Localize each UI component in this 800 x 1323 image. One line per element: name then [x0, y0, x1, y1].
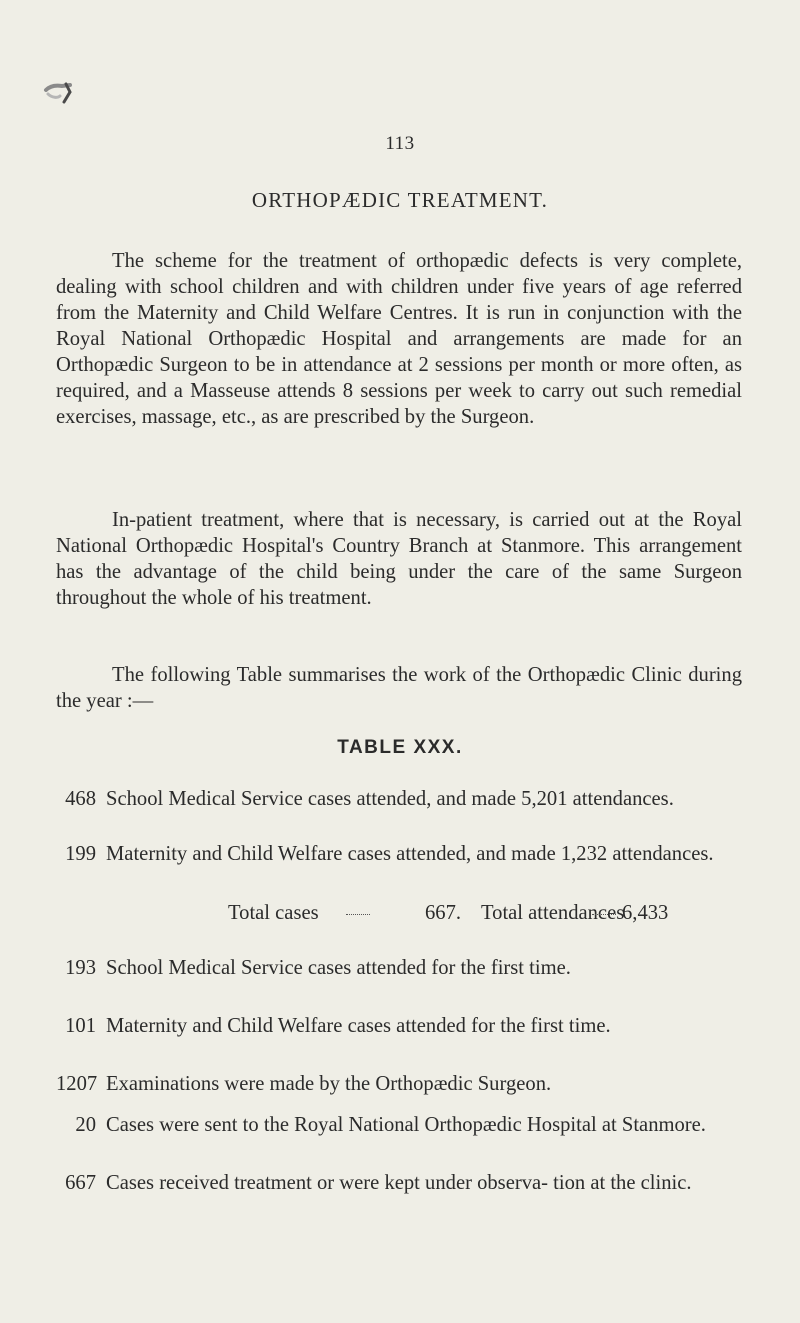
- entry-number: 20: [75, 1114, 96, 1136]
- entry-text: Cases received treatment or were kept under observa- tion at the clinic.: [106, 1172, 692, 1194]
- paragraph-table-intro: The following Table summarises the work of the Orthopædic Clinic during the year :—: [56, 664, 742, 712]
- entry-text: Cases were sent to the Royal National Orthopædic Hospital at Stanmore.: [106, 1114, 706, 1136]
- dot-leader: [346, 914, 370, 915]
- total-attendances-label: Total attendances: [481, 902, 625, 924]
- entry-number: 199: [65, 843, 96, 865]
- page-number: 113: [385, 133, 415, 154]
- entry-number: 193: [65, 957, 96, 979]
- entry-number: 101: [65, 1015, 96, 1037]
- entry-text: School Medical Service cases attended for the first time.: [106, 957, 571, 979]
- table-entry: [56, 1013, 742, 1040]
- table-entry: [56, 1071, 742, 1098]
- paragraph-scheme: The scheme for the treatment of orthopædic defects is very complete, dealing with school children and with children under five years of age referred from the Maternity and Child Welfare Centres. It is run in conjunction with the Royal National Orthopædic Hospital and arrangements are made for an Orthopædic Surgeon to be in attendance at 2 sessions per month or more often, as required, and a Masseuse attends 8 sessions per week to carry out such remedial exercises, massage, etc., as are prescribed by the Surgeon.: [56, 250, 742, 428]
- dot-leader: [592, 914, 616, 915]
- table-entry: [56, 841, 742, 868]
- entry-text: Maternity and Child Welfare cases attended for the first time.: [106, 1015, 611, 1037]
- table-entry: [56, 955, 742, 982]
- entry-number: 667: [65, 1172, 96, 1194]
- entry-text: Examinations were made by the Orthopædic Surgeon.: [106, 1073, 552, 1095]
- total-attendances-value: 6,433: [622, 902, 669, 924]
- entry-number: 1207: [56, 1073, 98, 1095]
- table-entry: [56, 1112, 742, 1139]
- total-cases-value: 667.: [425, 902, 462, 924]
- table-heading: TABLE XXX.: [337, 737, 463, 758]
- paragraph-in-patient: In-patient treatment, where that is necessary, is carried out at the Royal National Orthopædic Hospital's Country Branch at Stanmore. This arrangement has the advantage of the child being under the care of the same Surgeon throughout the whole of his treatment.: [56, 509, 742, 609]
- entry-text: School Medical Service cases attended, and made 5,201 attendances.: [106, 788, 674, 810]
- entry-number: 468: [65, 788, 96, 810]
- section-heading: ORTHOPÆDIC TREATMENT.: [251, 188, 549, 212]
- table-entry: [56, 1170, 742, 1197]
- pencil-mark-icon: [40, 76, 84, 112]
- entry-text: Maternity and Child Welfare cases attended, and made 1,232 attendances.: [106, 843, 714, 865]
- total-cases-label: Total cases: [228, 902, 319, 924]
- table-entry: [56, 786, 742, 813]
